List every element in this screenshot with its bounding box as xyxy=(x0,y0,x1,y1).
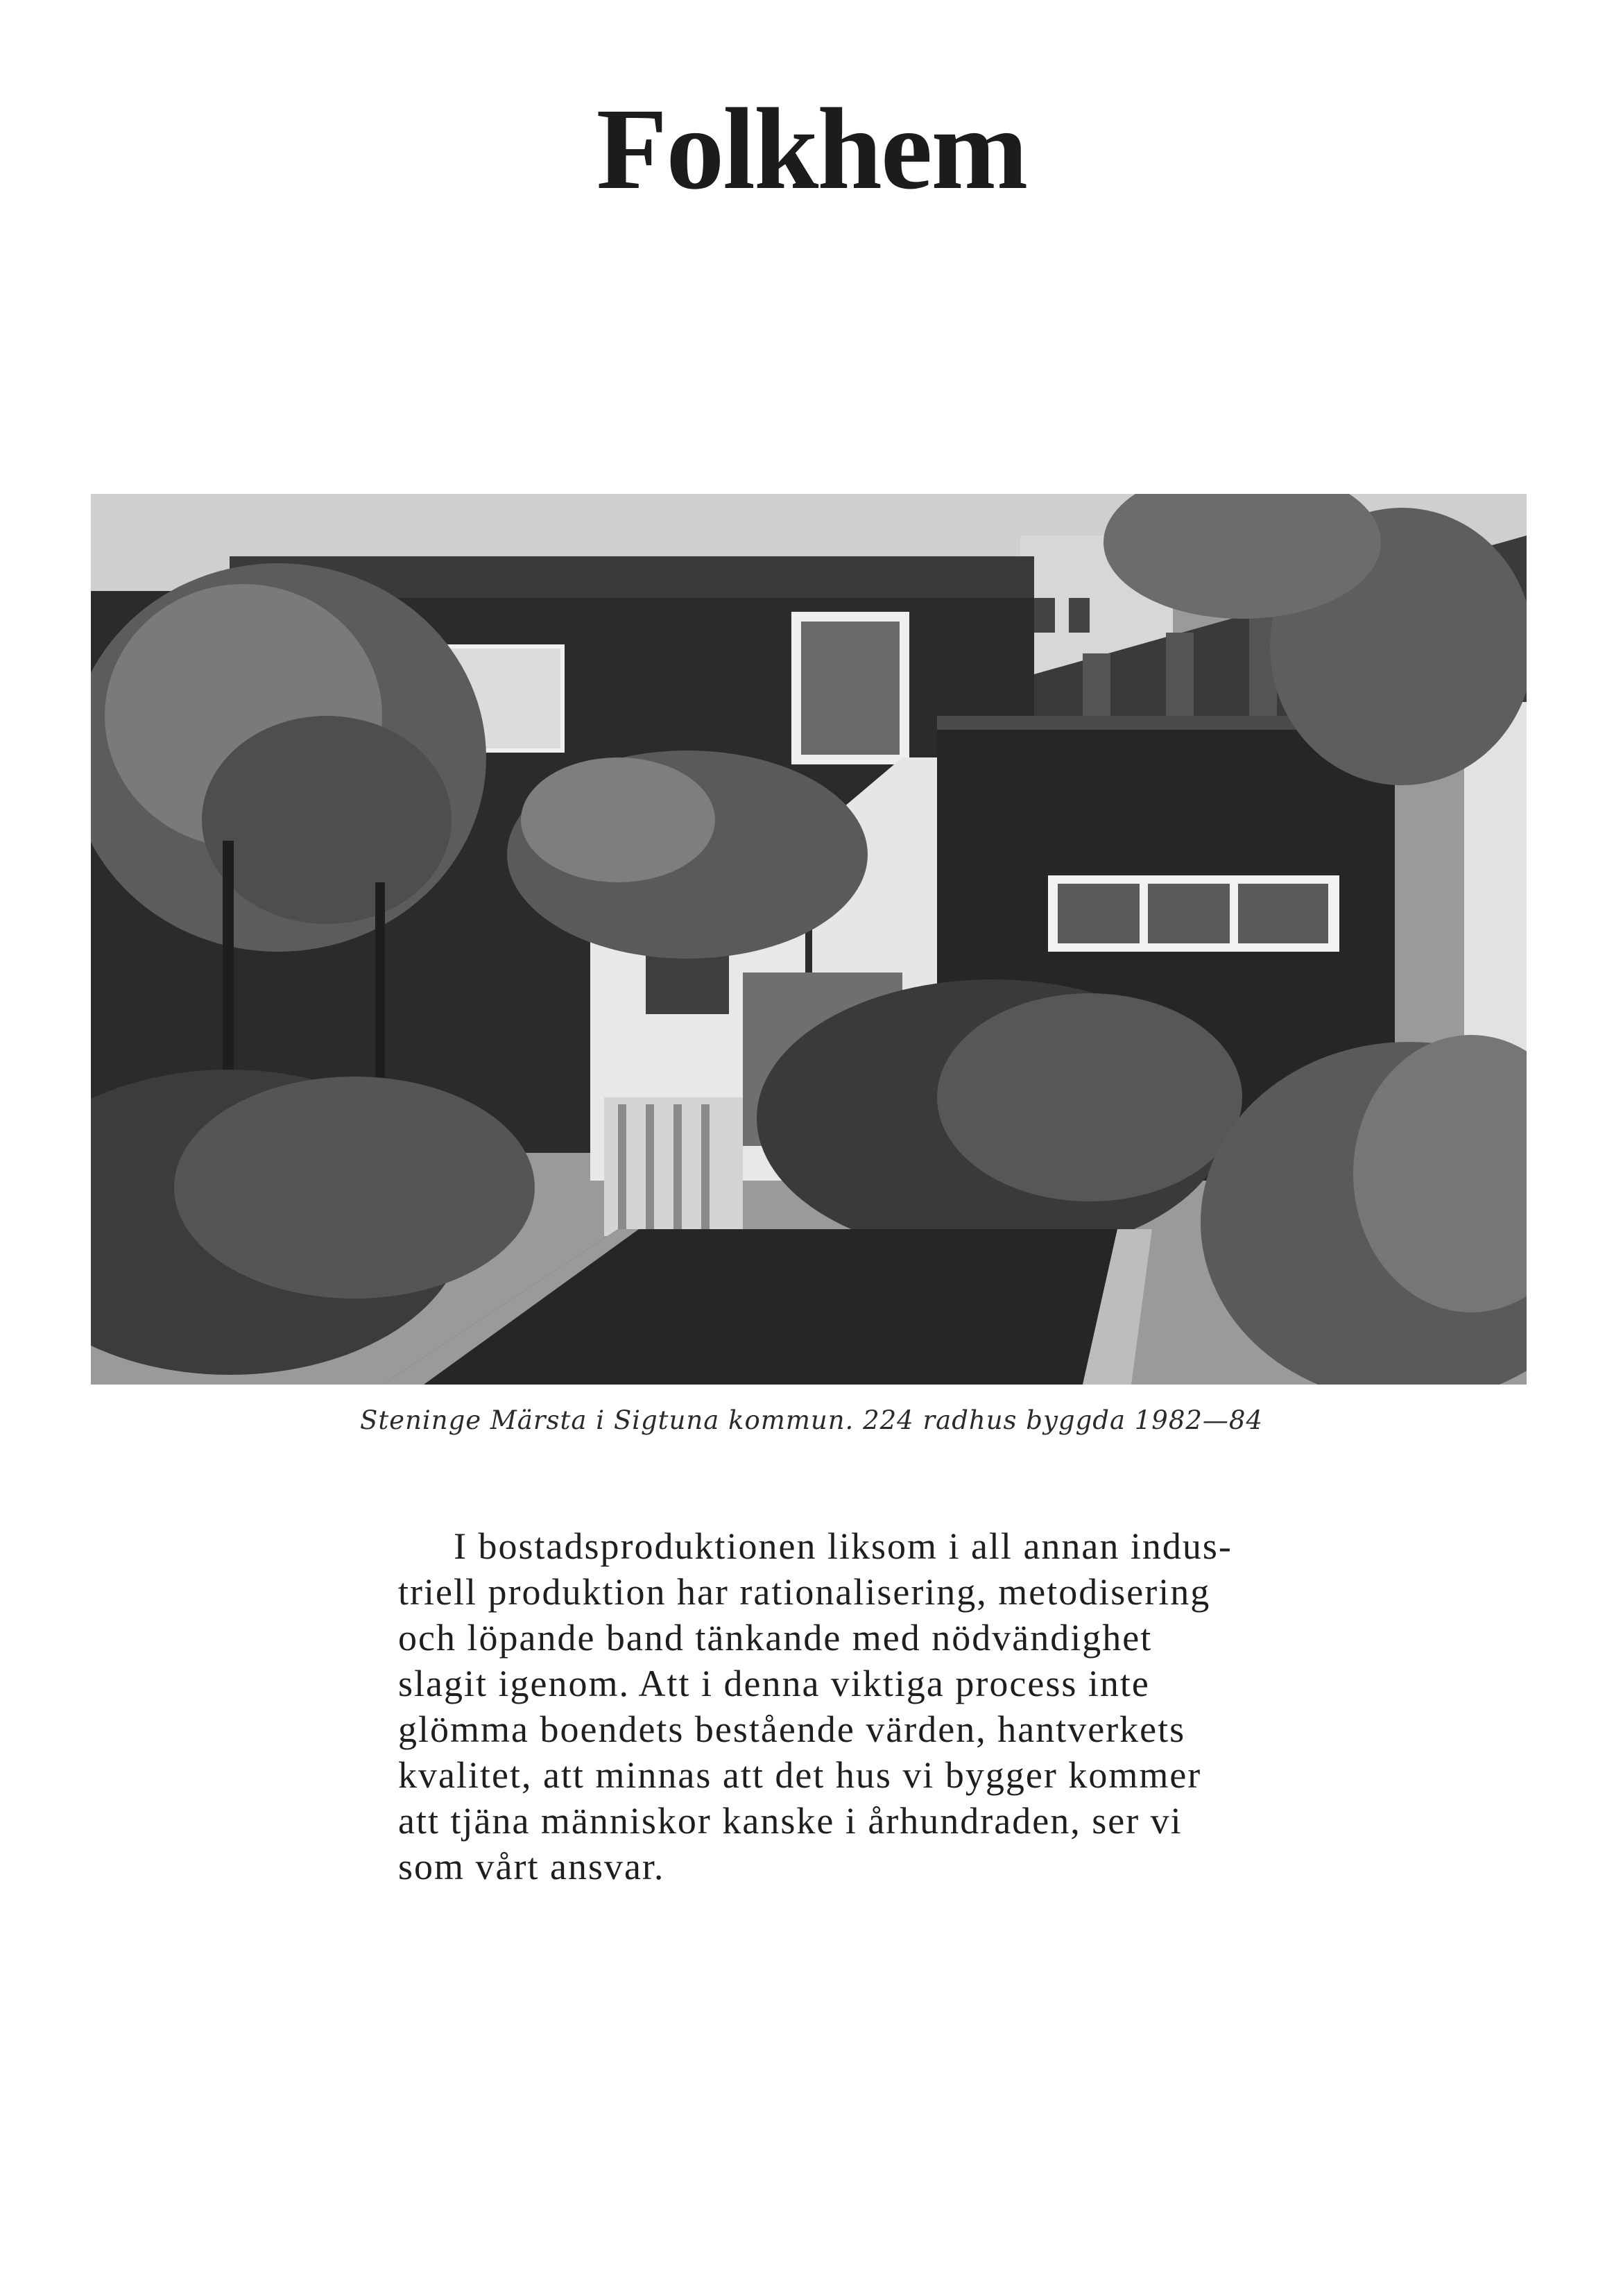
body-line: som vårt ansvar. xyxy=(398,1846,665,1887)
body-paragraph xyxy=(398,1523,1314,1890)
body-line: kvalitet, att minnas att det hus vi bygger kommer xyxy=(398,1754,1202,1796)
page-title: Folkhem xyxy=(596,85,1027,214)
body-line: glömma boendets bestående värden, hantverkets xyxy=(398,1708,1186,1750)
body-line: att tjäna människor kanske i århundraden, ser vi xyxy=(398,1800,1183,1842)
body-line: slagit igenom. Att i denna viktiga process inte xyxy=(398,1663,1150,1704)
body-line: I bostadsproduktionen liksom i all annan indus- xyxy=(454,1525,1233,1567)
photo-caption: Steninge Märsta i Sigtuna kommun. 224 radhus byggda 1982—84 xyxy=(359,1405,1264,1435)
body-line: och löpande band tänkande med nödvändighet xyxy=(398,1617,1153,1659)
house-photo xyxy=(91,494,1527,1385)
body-line: triell produktion har rationalisering, metodisering xyxy=(398,1571,1211,1613)
